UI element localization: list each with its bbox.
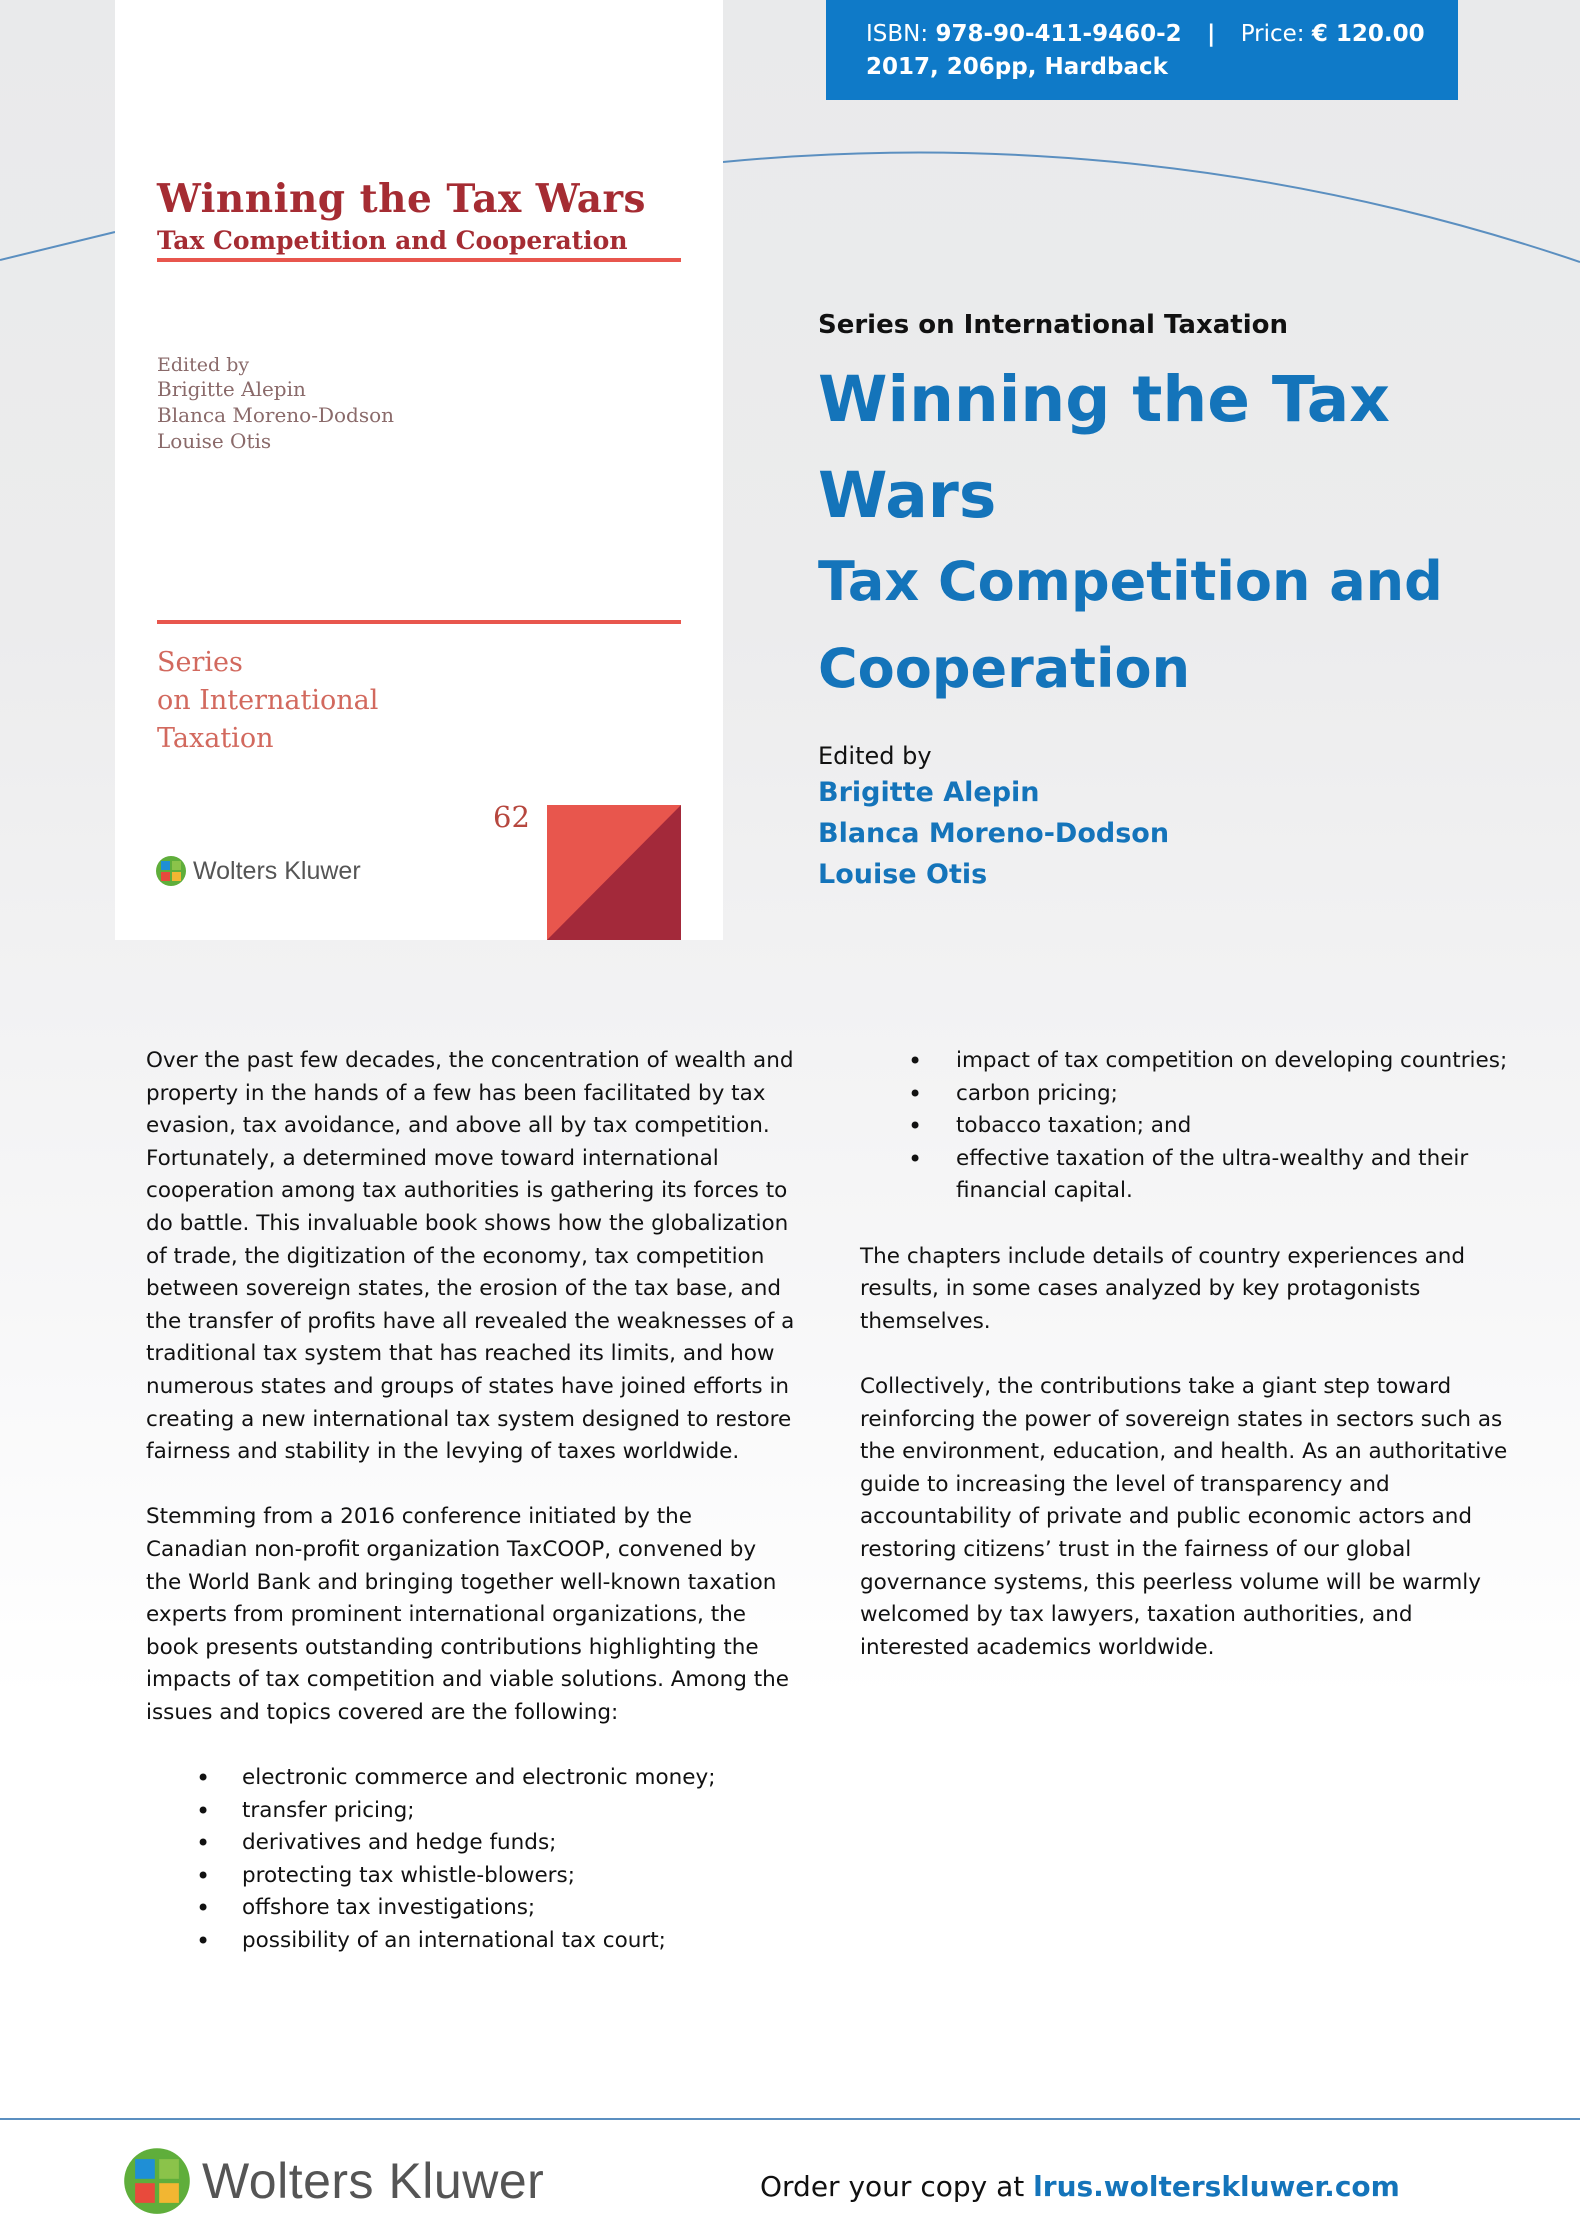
body-column-right (860, 1045, 1510, 1697)
cover-publisher-logo (155, 855, 361, 887)
series-label: Series on International Taxation (818, 310, 1288, 340)
cover-editor: Blanca Moreno-Dodson (157, 403, 395, 427)
cover-series-line: on International (157, 685, 379, 716)
product-info-box (826, 0, 1458, 100)
cover-title: Winning the Tax Wars (157, 176, 646, 222)
order-text: Order your copy at (760, 2170, 1025, 2203)
edition-info: 2017, 206pp, Hardback (866, 54, 1168, 80)
cover-rule-top (157, 258, 681, 262)
editor-name: Blanca Moreno-Dodson (818, 818, 1170, 849)
edited-by-label: Edited by (818, 742, 932, 770)
isbn-price-line (866, 18, 1458, 51)
footer-publisher-name: Wolters Kluwer (202, 2153, 545, 2209)
cover-series-line: Series (157, 647, 243, 678)
description-paragraph: Collectively, the contributions take a giant step toward reinforcing the power of sovereign states in sectors such as the environment, education, and health. As an authoritative guide to increasing the level of transparency and accountability of private and public economic actors and restoring citizens’ trust in the fairness of our global governance systems, this peerless volume will be warmly welcomed by tax lawyers, taxation authorities, and interested academics worldwide. (860, 1373, 1508, 1660)
isbn-label: ISBN: (866, 21, 929, 47)
topic-item: • protecting tax whistle-blowers; (146, 1860, 796, 1893)
order-url-link[interactable]: lrus.wolterskluwer.com (1033, 2170, 1400, 2203)
cover-rule-bottom (157, 620, 681, 624)
topic-item: • electronic commerce and electronic money; (146, 1762, 796, 1795)
price-label: Price: (1240, 21, 1305, 47)
topic-item: • carbon pricing; (860, 1078, 1510, 1111)
editor-name: Brigitte Alepin (818, 777, 1040, 808)
topic-item: • offshore tax investigations; (146, 1892, 796, 1925)
wolters-kluwer-logo-icon (155, 855, 187, 887)
cover-color-block (547, 805, 681, 940)
book-title: Winning the Tax Wars (818, 363, 1390, 532)
description-paragraph: The chapters include details of country experiences and results, in some cases analyzed by key protagonists themselves. (860, 1243, 1466, 1334)
book-cover (115, 0, 723, 940)
price-value: € 120.00 (1311, 21, 1425, 47)
cover-editor: Louise Otis (157, 429, 272, 453)
cover-editors (157, 376, 394, 454)
description-paragraph: Over the past few decades, the concentration of wealth and property in the hands of a few has been facilitated by tax evasion, tax avoidance, and above all by tax competition. Fortunately, a determined move toward international cooperation among tax authorities is gathering its forces to do battle. This invaluable book shows how the globalization of trade, the digitization of the economy, tax competition between sovereign states, the erosion of the tax base, and the transfer of profits have all revealed the weaknesses of a traditional tax system that has reached its limits, and how numerous states and groups of states have joined efforts in creating a new international tax system designed to restore fairness and stability in the levying of taxes worldwide. (146, 1048, 795, 1465)
wolters-kluwer-logo-icon (122, 2146, 192, 2216)
topic-item: • transfer pricing; (146, 1795, 796, 1828)
cover-series (157, 644, 378, 758)
isbn-value: 978-90-411-9460-2 (935, 21, 1182, 47)
cover-subtitle: Tax Competition and Cooperation (157, 226, 628, 255)
order-line (760, 2170, 1400, 2203)
topic-item: • possibility of an international tax court; (146, 1925, 796, 1958)
editor-list (818, 772, 1169, 895)
editor-name: Louise Otis (818, 859, 988, 890)
info-separator: | (1206, 21, 1216, 47)
description-paragraph: Stemming from a 2016 conference initiated by the Canadian non-profit organization TaxCOOP, convened by the World Bank and bringing together well-known taxation experts from prominent international organizations, the book presents outstanding contributions highlighting the impacts of tax competition and viable solutions. Among the issues and topics covered are the following: (146, 1504, 790, 1725)
book-subtitle: Tax Competition and Cooperation (818, 550, 1443, 700)
footer-publisher-logo (122, 2146, 544, 2216)
cover-publisher-name: Wolters Kluwer (193, 856, 361, 885)
footer-rule (0, 2118, 1580, 2120)
cover-series-line: Taxation (157, 723, 274, 754)
topic-list-continued (860, 1045, 1510, 1208)
topic-item: • effective taxation of the ultra-wealthy and their financial capital. (860, 1143, 1510, 1208)
body-column-left (146, 1045, 796, 1990)
cover-editor: Brigitte Alepin (157, 377, 306, 401)
cover-volume-number: 62 (493, 800, 530, 834)
topic-item: • impact of tax competition on developing countries; (860, 1045, 1510, 1078)
topic-item: • tobacco taxation; and (860, 1110, 1510, 1143)
cover-edited-by: Edited by (157, 354, 250, 376)
topic-list (146, 1762, 796, 1958)
topic-item: • derivatives and hedge funds; (146, 1827, 796, 1860)
